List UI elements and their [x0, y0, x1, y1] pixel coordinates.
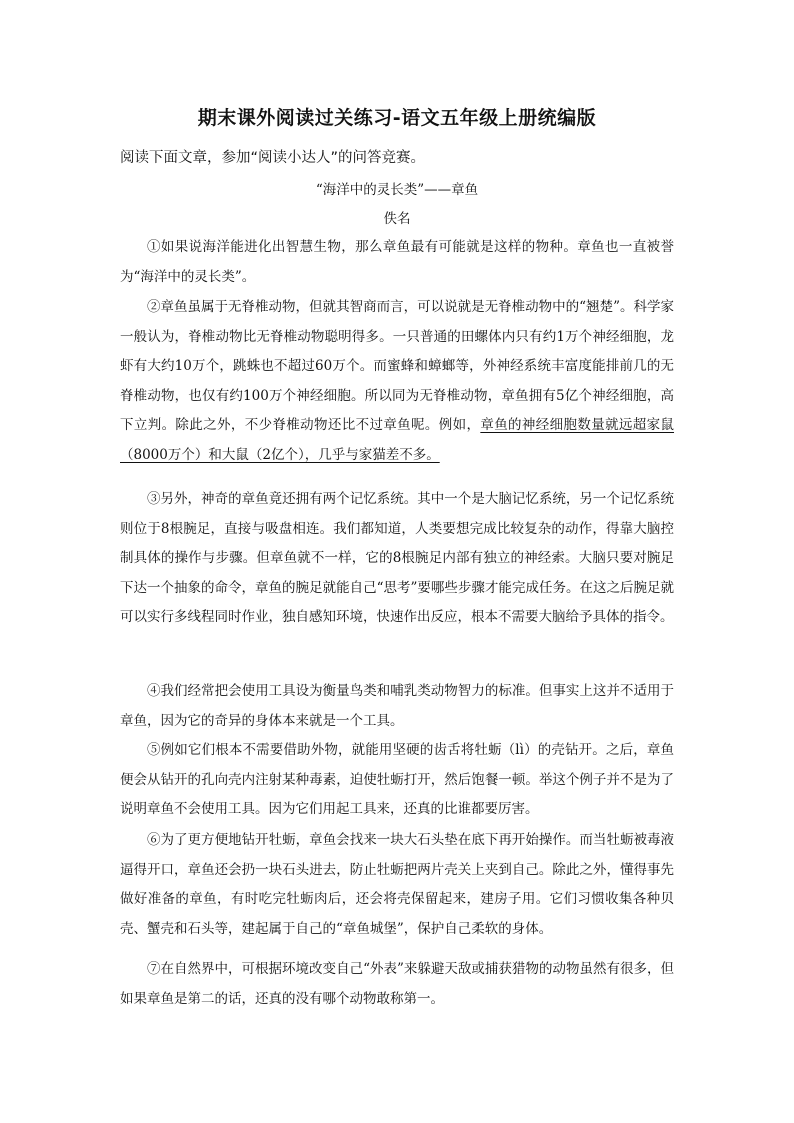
- instruction-text: 阅读下面文章，参加“阅读小达人”的问答竞赛。: [120, 150, 426, 166]
- paragraph-6: ⑥为了更方便地钻开牡蛎，章鱼会找来一块大石头垫在底下再开始操作。而当牡蛎被毒液逼得开口，章鱼还会扔一块石头进去，防止牡蛎把两片壳关上夹到自己。除此之外，懂得事先做好准备的章鱼，有时吃完牡蛎肉后，还会将壳保留起来，建房子用。它们习惯收集各种贝壳、蟹壳和石头等，建起属于自己的“章鱼城堡”，保护自己柔软的身体。: [120, 832, 674, 937]
- article-author: 佚名: [383, 211, 411, 227]
- paragraph-4: ④我们经常把会使用工具设为衡量鸟类和哺乳类动物智力的标准。但事实上这并不适用于章鱼，因为它的奇异的身体本来就是一个工具。: [120, 683, 674, 729]
- paragraph-1: ①如果说海洋能进化出智慧生物，那么章鱼最有可能就是这样的物种。章鱼也一直被誉为“海洋中的灵长类”。: [120, 239, 674, 285]
- paragraph-3: ③另外，神奇的章鱼竟还拥有两个记忆系统。其中一个是大脑记忆系统，另一个记忆系统则位于8根腕足，直接与吸盘相连。我们都知道，人类要想完成比较复杂的动作，得靠大脑控制具体的操作与步骤。但章鱼就不一样，它的8根腕足内部有独立的神经索。大脑只要对腕足下达一个抽象的命令，章鱼的腕足就能自己“思考”要哪些步骤才能完成任务。在这之后腕足就可以实行多线程同时作业，独自感知环境，快速作出反应，根本不需要大脑给予具体的指令。: [120, 491, 674, 626]
- underlined-sentence: 章鱼的神经细胞数量就远超家鼠（8000万个）和大鼠（2亿个），几乎与家猫差不多。: [120, 417, 675, 463]
- article-title: “海洋中的灵长类”——章鱼: [315, 182, 479, 198]
- paragraph-2: [120, 293, 674, 471]
- paragraph-7: ⑦在自然界中，可根据环境改变自己“外表”来躲避天敌或捕获猎物的动物虽然有很多，但如果章鱼是第二的话，还真的没有哪个动物敢称第一。: [120, 961, 674, 1007]
- paragraph-5: ⑤例如它们根本不需要借助外物，就能用坚硬的齿舌将牡蛎（lì）的壳钻开。之后，章鱼便会从钻开的孔向壳内注射某种毒素，迫使牡蛎打开，然后饱餐一顿。举这个例子并不是为了说明章鱼不会使用工具。因为它们用起工具来，还真的比谁都要厉害。: [120, 742, 674, 818]
- page-title: 期末课外阅读过关练习-语文五年级上册统编版: [197, 107, 597, 129]
- paragraph-2-text: ②章鱼虽属于无脊椎动物，但就其智商而言，可以说就是无脊椎动物中的“翘楚”。科学家一般认为，脊椎动物比无脊椎动物聪明得多。一只普通的田螺体内只有约1万个神经细胞，龙虾有大约10万个，跳蛛也不超过60万个。而蜜蜂和蟑螂等，外神经系统丰富度能排前几的无脊椎动物，也仅有约100万个神经细胞。所以同为无脊椎动物，章鱼拥有5亿个神经细胞，高下立判。除此之外，不少脊椎动物还比不过章鱼呢。例如，: [120, 299, 674, 434]
